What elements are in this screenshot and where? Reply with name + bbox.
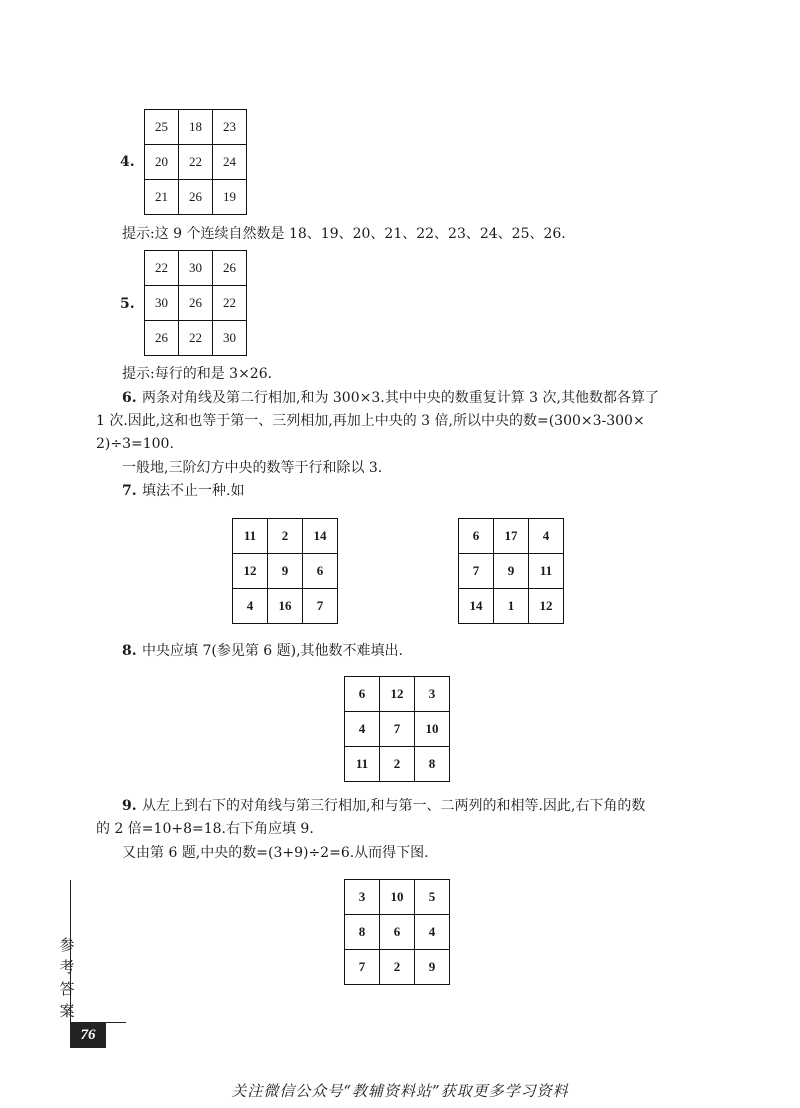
grid-cell: 3 <box>345 880 380 915</box>
grid-cell: 5 <box>415 880 450 915</box>
grid-cell: 1 <box>494 589 529 624</box>
problem-9-line-3: 又由第 6 题,中央的数=(3+9)÷2=6.从而得下图. <box>122 845 429 861</box>
grid-cell: 30 <box>145 286 179 321</box>
grid-cell: 7 <box>345 950 380 985</box>
problem-6-line-1: 两条对角线及第二行相加,和为 300×3.其中中央的数重复计算 3 次,其他数都各算了 <box>142 390 659 406</box>
grid-cell: 12 <box>233 554 268 589</box>
grid-cell: 3 <box>415 677 450 712</box>
sidebar-char: 参 <box>59 936 75 954</box>
grid-cell: 4 <box>415 915 450 950</box>
footer-watermark: 关注微信公众号“教辅资料站”获取更多学习资料 <box>231 1082 569 1100</box>
grid-cell: 9 <box>494 554 529 589</box>
grid-cell: 8 <box>345 915 380 950</box>
problem-9-line-1: 从左上到右下的对角线与第三行相加,和与第一、二两列的和相等.因此,右下角的数 <box>142 798 646 814</box>
grid-cell: 11 <box>529 554 564 589</box>
problem-8-text: 中央应填 7(参见第 6 题),其他数不难填出. <box>142 643 403 659</box>
grid-cell: 26 <box>213 251 247 286</box>
grid-cell: 26 <box>145 321 179 356</box>
problem-6-line-3: 2)÷3=100. <box>96 436 174 452</box>
page-number: 76 <box>70 1022 106 1048</box>
grid-cell: 22 <box>213 286 247 321</box>
sidebar-char: 案 <box>59 1002 75 1020</box>
grid-cell: 22 <box>145 251 179 286</box>
problem-4-grid <box>144 109 247 215</box>
grid-cell: 7 <box>380 712 415 747</box>
grid-cell: 6 <box>459 519 494 554</box>
grid-cell: 2 <box>380 747 415 782</box>
grid-cell: 7 <box>459 554 494 589</box>
problem-6-line-2: 1 次.因此,这和也等于第一、三列相加,再加上中央的 3 倍,所以中央的数=(300×3-300× <box>96 413 645 429</box>
problem-9-number: 9. <box>122 798 137 814</box>
problem-8-grid <box>344 676 450 782</box>
grid-cell: 22 <box>179 321 213 356</box>
grid-cell: 10 <box>380 880 415 915</box>
grid-cell: 8 <box>415 747 450 782</box>
grid-cell: 2 <box>268 519 303 554</box>
grid-cell: 17 <box>494 519 529 554</box>
problem-5-hint: 提示:每行的和是 3×26. <box>122 366 273 382</box>
grid-cell: 24 <box>213 145 247 180</box>
problem-4-hint: 提示:这 9 个连续自然数是 18、19、20、21、22、23、24、25、26. <box>122 226 566 242</box>
problem-9-grid <box>344 879 450 985</box>
grid-cell: 7 <box>303 589 338 624</box>
problem-6-number: 6. <box>122 390 137 406</box>
grid-cell: 12 <box>529 589 564 624</box>
problem-7-number: 7. <box>122 483 137 499</box>
grid-cell: 21 <box>145 180 179 215</box>
grid-cell: 4 <box>529 519 564 554</box>
sidebar-char: 考 <box>59 958 75 976</box>
sidebar-char: 答 <box>59 980 75 998</box>
grid-cell: 9 <box>268 554 303 589</box>
problem-4-number: 4. <box>120 154 135 170</box>
grid-cell: 23 <box>213 110 247 145</box>
problem-8-number: 8. <box>122 643 137 659</box>
problem-7-text: 填法不止一种.如 <box>142 483 245 499</box>
grid-cell: 25 <box>145 110 179 145</box>
problem-7-grid-b <box>458 518 564 624</box>
grid-cell: 6 <box>380 915 415 950</box>
grid-cell: 30 <box>179 251 213 286</box>
grid-cell: 6 <box>303 554 338 589</box>
grid-cell: 6 <box>345 677 380 712</box>
grid-cell: 14 <box>459 589 494 624</box>
grid-cell: 4 <box>233 589 268 624</box>
grid-cell: 2 <box>380 950 415 985</box>
grid-cell: 26 <box>179 286 213 321</box>
problem-5-grid <box>144 250 247 356</box>
grid-cell: 20 <box>145 145 179 180</box>
grid-cell: 19 <box>213 180 247 215</box>
grid-cell: 14 <box>303 519 338 554</box>
grid-cell: 10 <box>415 712 450 747</box>
grid-cell: 26 <box>179 180 213 215</box>
grid-cell: 22 <box>179 145 213 180</box>
problem-6-line-4: 一般地,三阶幻方中央的数等于行和除以 3. <box>122 460 383 476</box>
grid-cell: 16 <box>268 589 303 624</box>
grid-cell: 30 <box>213 321 247 356</box>
grid-cell: 9 <box>415 950 450 985</box>
grid-cell: 11 <box>345 747 380 782</box>
problem-7-grid-a <box>232 518 338 624</box>
grid-cell: 12 <box>380 677 415 712</box>
grid-cell: 11 <box>233 519 268 554</box>
problem-5-number: 5. <box>120 296 135 312</box>
problem-9-line-2: 的 2 倍=10+8=18.右下角应填 9. <box>96 821 314 837</box>
grid-cell: 18 <box>179 110 213 145</box>
grid-cell: 4 <box>345 712 380 747</box>
